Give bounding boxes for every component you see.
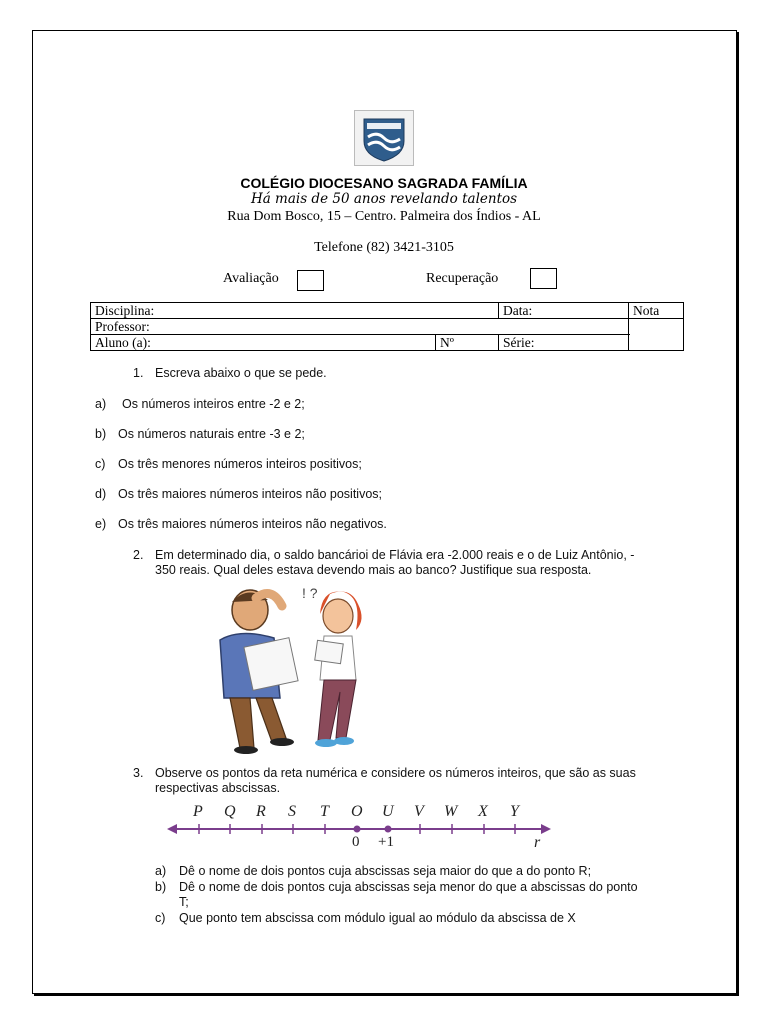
- point-label-t: T: [320, 803, 329, 820]
- value-label-plus-one: +1: [378, 834, 394, 850]
- avaliacao-label: Avaliação: [223, 271, 279, 286]
- point-label-w: W: [444, 803, 458, 820]
- q1-number: 1.: [133, 366, 144, 380]
- cartoon-woman: [315, 591, 362, 747]
- point-label-u: U: [382, 803, 394, 820]
- q1-item-b-letter: b): [95, 427, 107, 441]
- student-info-table: [90, 302, 684, 351]
- line-name-r: r: [534, 834, 541, 851]
- cartoon-man: [220, 590, 298, 754]
- nota-cell[interactable]: [629, 319, 684, 351]
- school-address: Rua Dom Bosco, 15 – Centro. Palmeira dos Índios - AL: [227, 209, 541, 224]
- q1-item-a-letter: a): [95, 397, 107, 411]
- q3-line1: Observe os pontos da reta numérica e considere os números inteiros, que são as suas: [155, 766, 636, 780]
- professor-cell[interactable]: Professor:: [91, 319, 629, 335]
- q3-item-a-letter: a): [155, 864, 167, 878]
- q3-item-c-text: Que ponto tem abscissa com módulo igual ao módulo da abscissa de X: [179, 911, 576, 925]
- nota-header: Nota: [629, 303, 684, 319]
- q1-item-c-letter: c): [95, 457, 106, 471]
- point-label-p: P: [193, 803, 203, 820]
- school-name: COLÉGIO DIOCESANO SAGRADA FAMÍLIA: [240, 175, 528, 191]
- q2-line1: Em determinado dia, o saldo bancárioi de Flávia era -2.000 reais e o de Luiz Antônio, -: [155, 548, 635, 562]
- svg-text:! ?: ! ?: [302, 585, 318, 601]
- point-label-v: V: [414, 803, 424, 820]
- value-label-zero: 0: [352, 834, 360, 850]
- q3-item-a-text: Dê o nome de dois pontos cuja abscissas seja maior do que a do ponto R;: [179, 864, 592, 878]
- number-line: [165, 800, 555, 860]
- q1-item-b-text: Os números naturais entre -3 e 2;: [118, 427, 305, 441]
- q3-item-b-letter: b): [155, 880, 167, 894]
- q2-line2: 350 reais. Qual deles estava devendo mais ao banco? Justifique sua resposta.: [155, 563, 592, 577]
- q3-item-b-continuation: T;: [179, 895, 189, 909]
- avaliacao-checkbox[interactable]: [297, 270, 324, 291]
- point-label-y: Y: [510, 803, 519, 820]
- q3-item-c-letter: c): [155, 911, 166, 925]
- disciplina-cell[interactable]: Disciplina:: [91, 303, 499, 319]
- q1-item-e-letter: e): [95, 517, 107, 531]
- q1-text: Escreva abaixo o que se pede.: [155, 366, 327, 380]
- q1-item-e-text: Os três maiores números inteiros não negativos.: [118, 517, 387, 531]
- point-label-x: X: [478, 803, 488, 820]
- point-label-s: S: [288, 803, 296, 820]
- q3-line2: respectivas abscissas.: [155, 781, 281, 795]
- q1-item-c-text: Os três menores números inteiros positivos;: [118, 457, 362, 471]
- q1-item-a-text: Os números inteiros entre -2 e 2;: [122, 397, 305, 411]
- data-cell[interactable]: Data:: [499, 303, 629, 319]
- q3-item-b-text: Dê o nome de dois pontos cuja abscissas seja menor do que a abscissas do ponto: [179, 880, 638, 894]
- q2-number: 2.: [133, 548, 144, 562]
- numero-cell[interactable]: Nº: [436, 335, 499, 351]
- serie-cell[interactable]: Série:: [499, 335, 629, 351]
- point-label-o: O: [351, 803, 363, 820]
- recuperacao-checkbox[interactable]: [530, 268, 557, 289]
- aluno-cell[interactable]: Aluno (a):: [91, 335, 436, 351]
- point-label-q: Q: [224, 803, 236, 820]
- school-logo: [354, 110, 414, 166]
- cartoon-illustration: [190, 580, 400, 758]
- point-label-r: R: [256, 803, 266, 820]
- school-slogan: Há mais de 50 anos revelando talentos: [250, 191, 518, 207]
- recuperacao-label: Recuperação: [426, 271, 499, 286]
- q1-item-d-letter: d): [95, 487, 107, 501]
- school-phone: Telefone (82) 3421-3105: [314, 240, 454, 255]
- q1-item-d-text: Os três maiores números inteiros não positivos;: [118, 487, 382, 501]
- q3-number: 3.: [133, 766, 144, 780]
